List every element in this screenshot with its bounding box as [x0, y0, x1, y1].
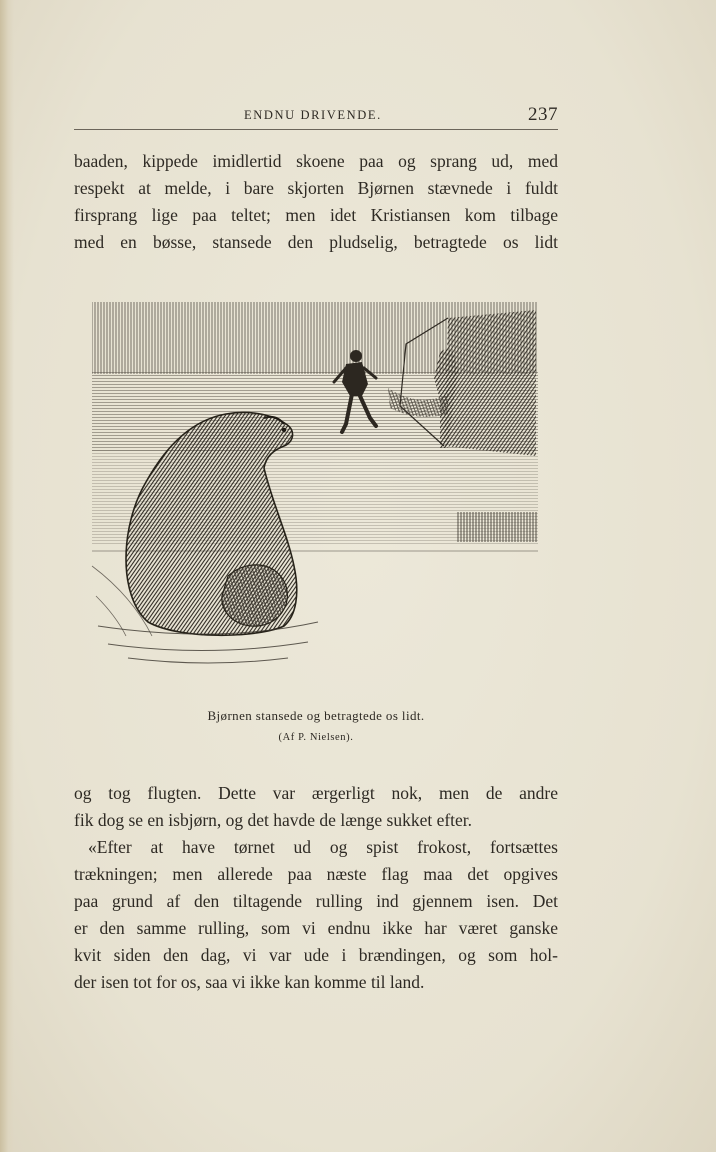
text-line: firsprang lige paa teltet; men idet Kristiansen kom tilbage — [74, 205, 558, 225]
illustration-credit: (Af P. Nielsen). — [278, 732, 354, 743]
header-rule — [74, 129, 558, 130]
body-text-top — [74, 148, 558, 256]
polar-bear-engraving-icon — [88, 296, 540, 696]
text-line: baaden, kippede imidlertid skoene paa og sprang ud, med — [74, 151, 558, 171]
text-line: med en bøsse, stansede den pludselig, betragtede os lidt — [74, 232, 558, 252]
text-line: er den samme rulling, som vi endnu ikke har været ganske — [74, 918, 558, 938]
running-title: ENDNU DRIVENDE. — [244, 108, 382, 122]
tent-drawing — [444, 310, 536, 456]
running-head — [74, 104, 558, 130]
illustration-caption: Bjørnen stansede og betragtede os lidt. — [207, 708, 425, 723]
page-gutter-shadow — [0, 0, 14, 1152]
text-line: fik dog se en isbjørn, og det havde de længe sukket efter. — [74, 810, 473, 830]
text-line: paa grund af den tiltagende rulling ind gjennem isen. Det — [74, 891, 558, 911]
text-line: trækningen; men allerede paa næste flag maa det opgives — [74, 864, 558, 884]
text-line: der isen tot for os, saa vi ikke kan komme til land. — [74, 972, 425, 992]
body-text-bottom — [74, 780, 558, 996]
text-line: kvit siden den dag, vi var ude i brændingen, og som hol- — [74, 945, 558, 965]
text-line: respekt at melde, i bare skjorten Bjørnen stævnede i fuldt — [74, 178, 558, 198]
text-line: «Efter at have tørnet ud og spist frokost, fortsættes — [88, 837, 558, 857]
page-number: 237 — [528, 104, 558, 125]
text-line: og tog flugten. Dette var ærgerligt nok, men de andre — [74, 783, 558, 803]
